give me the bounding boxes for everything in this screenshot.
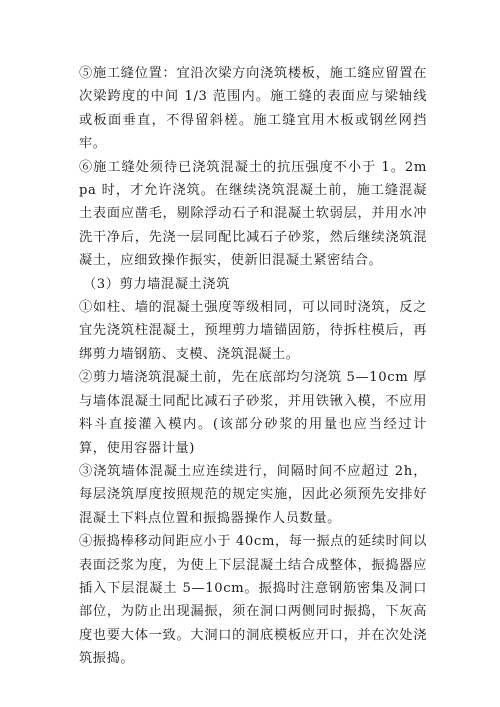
paragraph-construction-joint-treatment: ⑥施工缝处须待已浇筑混凝土的抗压强度不小于 1。2mpa 时，才允许浇筑。在继续浇筑混凝土前，施工缝混凝土表面应凿毛，剔除浮动石子和混凝土软弱层，并用水冲洗干净后，先浇一层同配比减石子砂浆，然后继续浇筑混凝土，应细致操作振实，使新旧混凝土紧密结合。 xyxy=(79,159,427,269)
paragraph-shear-wall-mortar: ②剪力墙浇筑混凝土前，先在底部均匀浇筑 5—10cm 厚与墙体混凝土同配比减石子砂浆，并用铁锹入模，不应用料斗直接灌入模内。(该部分砂浆的用量也应当经过计算，使用容器计量) xyxy=(79,370,427,456)
paragraph-column-wall-pouring: ①如柱、墙的混凝土强度等级相同，可以同时浇筑，反之宜先浇筑柱混凝土，预埋剪力墙锚固筋，待拆柱模后，再绑剪力墙钢筋、支模、浇筑混凝土。 xyxy=(79,300,427,362)
paragraph-continuous-pouring: ③浇筑墙体混凝土应连续进行，间隔时间不应超过 2h，每层浇筑厚度按照规范的规定实施，因此必须预先安排好混凝土下料点位置和振捣器操作人员数量。 xyxy=(79,463,427,526)
document-body xyxy=(79,62,427,671)
paragraph-vibration: ④振捣棒移动间距应小于 40cm，每一振点的延续时间以表面泛浆为度，为使上下层混凝土结合成整体，振捣器应插入下层混凝土 5—10cm。振捣时注意钢筋密集及洞口部位，为防止出现漏振，须在洞口两侧同时振捣，下灰高度也要大体一致。大洞口的洞底模板应开口，并在次处浇筑振捣。 xyxy=(79,534,427,667)
section-heading-shear-wall: （3）剪力墙混凝土浇筑 xyxy=(83,276,230,292)
paragraph-construction-joint-position: ⑤施工缝位置：宜沿次梁方向浇筑楼板，施工缝应留置在次梁跨度的中间 1/3 范围内。施工缝的表面应与梁轴线或板面垂直，不得留斜槎。施工缝宜用木板或钢丝网挡牢。 xyxy=(79,66,427,152)
